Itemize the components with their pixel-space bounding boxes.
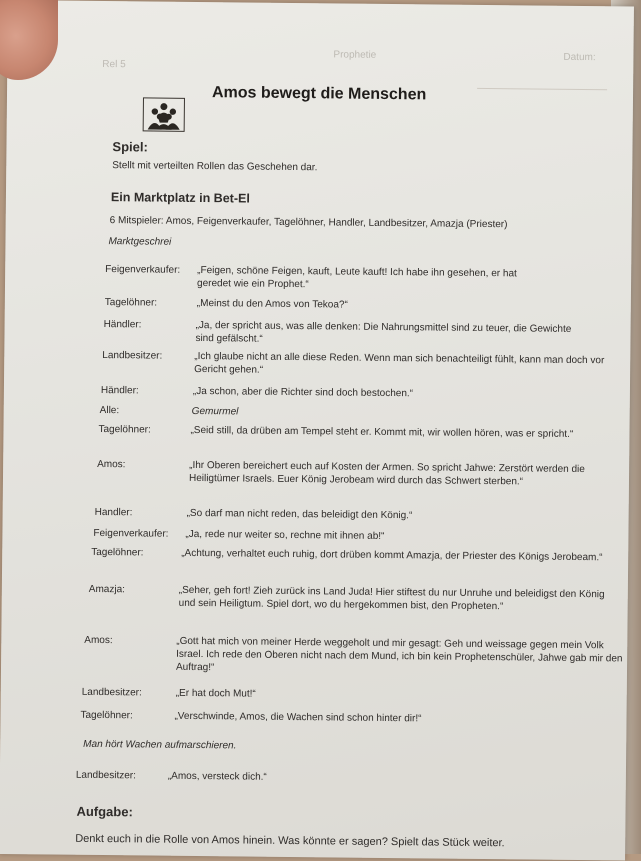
dialogue-line xyxy=(102,349,622,376)
header-divider xyxy=(477,88,607,90)
spiel-heading: Spiel: xyxy=(112,139,148,155)
aufgabe-text: Denkt euch in die Rolle von Amos hinein. Was könnte er sagen? Spielt das Stück weiter. xyxy=(75,832,505,850)
speaker: Landbesitzer: xyxy=(75,769,136,782)
speaker: Amos: xyxy=(84,634,113,647)
speaker: Händler: xyxy=(100,384,139,397)
dialogue-line xyxy=(100,384,601,400)
speech: „Seid still, da drüben am Tempel steht er. Kommt mit, wir wollen hören, was er spricht.“ xyxy=(190,424,574,440)
speech: „Er hat doch Mut!“ xyxy=(175,687,256,700)
speech: „So darf man nicht reden, das beleidigt den König.“ xyxy=(186,507,413,522)
dialogue-line xyxy=(99,404,600,418)
dialogue-line xyxy=(105,263,605,291)
speaker: Amos: xyxy=(97,458,126,471)
header-klasse: Rel 5 xyxy=(102,58,126,71)
speech: „Ja, rede nur weiter so, rechne mit ihnen ab!“ xyxy=(185,528,385,542)
speaker: Tagelöhner: xyxy=(91,546,144,559)
speaker: Landbesitzer: xyxy=(102,350,163,362)
dialogue-line xyxy=(93,527,613,542)
speech: „Achtung, verhaltet euch ruhig, dort drüben kommt Amazja, der Priester des Königs Jerobeam.“ xyxy=(181,547,603,564)
dialogue-line xyxy=(103,318,604,345)
speaker: Tagelöhner: xyxy=(104,297,158,309)
spiel-instruction: Stellt mit verteilten Rollen das Geschehen dar. xyxy=(112,160,318,174)
scene-heading: Ein Marktplatz in Bet-El xyxy=(110,190,250,206)
speech: „Seher, geh fort! Zieh zurück ins Land Juda! Hier stiftest du nur Unruhe und beleidigst den König und sein Heiligtum. Spiel dort, wo du hergekommen bist, den Propheten.“ xyxy=(178,584,605,613)
dialogue-line xyxy=(84,634,624,674)
speaker: Tagelöhner: xyxy=(80,709,133,722)
speech: Gemurmel xyxy=(191,405,239,418)
dialogue-line xyxy=(104,296,605,311)
players-list: 6 Mitspieler: Amos, Feigenverkaufer, Tagelöhner, Handler, Landbesitzer, Amazja (Priester) xyxy=(109,215,508,231)
dialogue-line xyxy=(97,458,617,488)
dialogue-line xyxy=(88,583,629,613)
speech: „Amos, versteck dich.“ xyxy=(167,770,267,783)
scene-direction: Marktgeschrei xyxy=(108,236,172,248)
speaker: Händler: xyxy=(103,319,142,331)
speech: „Gott hat mich von meiner Herde weggeholt und mir gesagt: Geh und weissage gegen mein Volk Israel. Ich rede den Oberen nicht nach dem Mund, ich bin kein Prophetenschüler, Jahwe gab mir den Auftrag!“ xyxy=(175,635,623,674)
dialogue-line xyxy=(98,423,619,440)
speech: „Ihr Oberen bereichert euch auf Kosten der Armen. So spricht Jahwe: Zerstört werden die Heiligtümer Israels. Euer König Jerobeam wird durch das Schwert sterben.“ xyxy=(188,459,585,488)
dialogue-line xyxy=(81,686,602,700)
header-date-label: Datum: xyxy=(563,51,596,64)
dialogue-line xyxy=(94,506,595,522)
aufgabe-heading: Aufgabe: xyxy=(76,803,133,820)
speaker: Handler: xyxy=(94,506,133,519)
dialogue-line xyxy=(80,709,601,725)
speaker: Feigenverkaufer: xyxy=(93,527,169,540)
stage-direction: Man hört Wachen aufmarschieren. xyxy=(83,738,237,752)
speaker: Feigenverkaufer: xyxy=(105,264,181,276)
speech: „Ja, der spricht aus, was alle denken: Die Nahrungsmittel sind zu teuer, die Gewichte sind gefälscht.“ xyxy=(195,319,572,345)
page-title: Amos bewegt die Menschen xyxy=(211,84,427,104)
speech: „Ja schon, aber die Richter sind doch bestochen.“ xyxy=(192,385,414,400)
speaker: Alle: xyxy=(99,404,120,417)
dialogue-line xyxy=(75,769,596,783)
speech: „Verschwinde, Amos, die Wachen sind schon hinter dir!“ xyxy=(174,710,422,725)
speaker: Landbesitzer: xyxy=(81,686,142,699)
speech: „Meinst du den Amos von Tekoa?“ xyxy=(196,297,348,311)
speaker: Tagelöhner: xyxy=(98,423,151,436)
dialogue-line xyxy=(91,546,621,564)
speech: „Ich glaube nicht an alle diese Reden. Wenn man sich benachteiligt fühlt, kann man doch vor Gericht gehen.“ xyxy=(194,350,605,376)
speaker: Amazja: xyxy=(88,583,126,596)
speech: „Feigen, schöne Feigen, kauft, Leute kauft! Ich habe ihn gesehen, er hat geredet wie ein Prophet.“ xyxy=(196,264,517,291)
group-of-people-icon xyxy=(143,97,185,131)
header-topic: Prophetie xyxy=(333,49,377,61)
